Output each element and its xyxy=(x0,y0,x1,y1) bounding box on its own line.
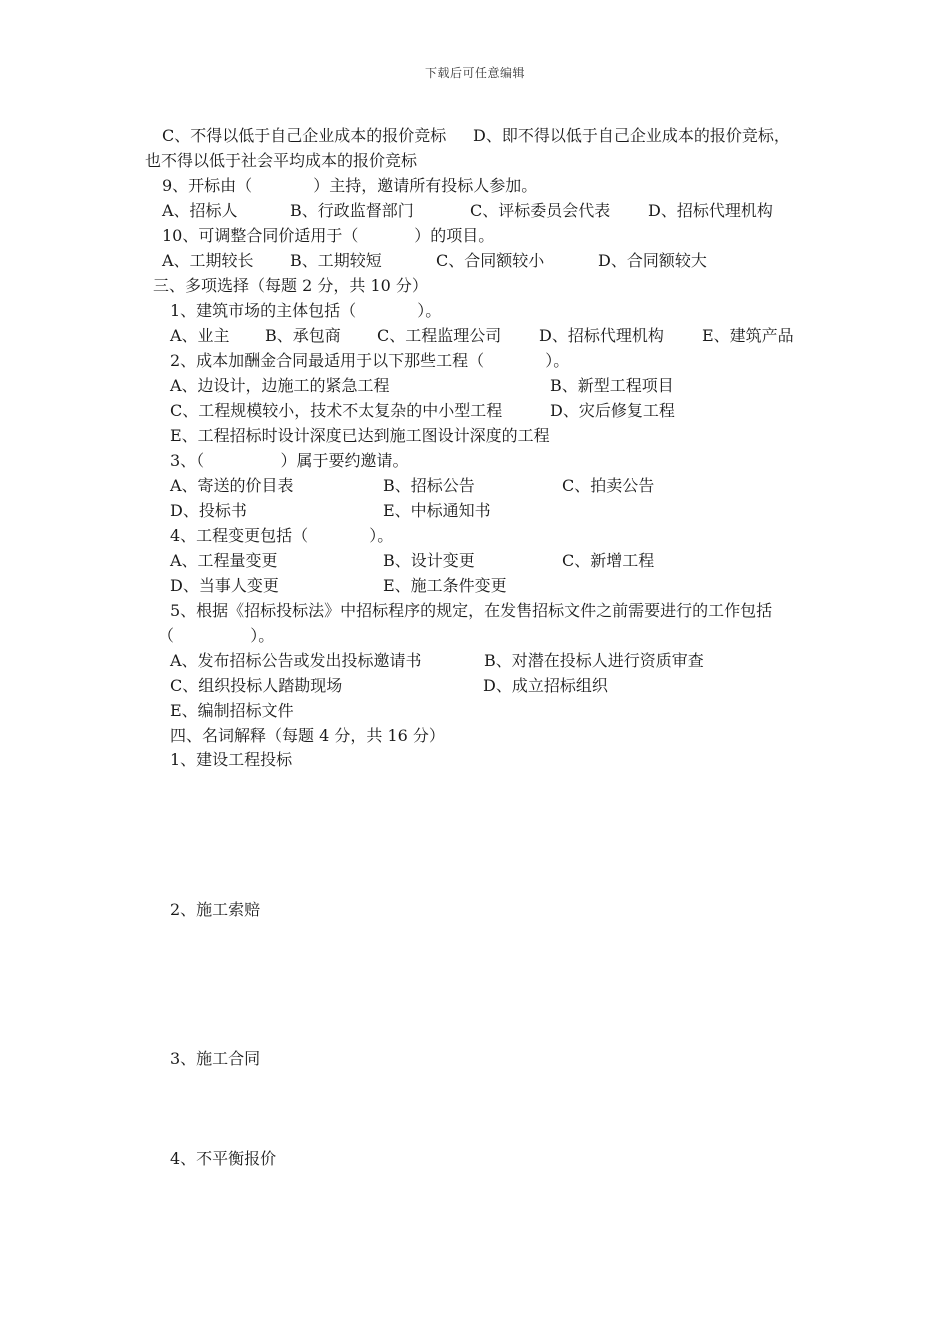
q9-option-d: D、招标代理机构 xyxy=(648,201,773,220)
s3-q5-text-line1: 5、根据《招标投标法》中招标程序的规定，在发售招标文件之前需要进行的工作包括 xyxy=(170,601,773,620)
s3-q2-option-e: E、工程招标时设计深度已达到施工图设计深度的工程 xyxy=(170,426,550,445)
s3-q3-text: 3、（ ）属于要约邀请。 xyxy=(170,451,409,470)
s3-q1-option-b: B、承包商 xyxy=(265,326,341,345)
section4-title: 四、名词解释（每题 4 分，共 16 分） xyxy=(170,726,445,745)
s4-term-2: 2、施工索赔 xyxy=(170,900,261,919)
s3-q4-option-b: B、设计变更 xyxy=(383,551,475,570)
q8-option-d-continued: 也不得以低于社会平均成本的报价竞标 xyxy=(145,151,418,170)
s3-q2-option-a: A、边设计，边施工的紧急工程 xyxy=(170,376,390,395)
s3-q2-option-c: C、工程规模较小，技术不太复杂的中小型工程 xyxy=(170,401,503,420)
s3-q2-option-b: B、新型工程项目 xyxy=(550,376,674,395)
s3-q5-option-b: B、对潜在投标人进行资质审查 xyxy=(484,651,704,670)
q10-option-d: D、合同额较大 xyxy=(598,251,707,270)
q8-option-d: D、即不得以低于自己企业成本的报价竞标， xyxy=(473,126,790,145)
s3-q4-option-a: A、工程量变更 xyxy=(170,551,278,570)
s3-q4-option-c: C、新增工程 xyxy=(562,551,655,570)
section3-title: 三、多项选择（每题 2 分，共 10 分） xyxy=(153,276,428,295)
s3-q4-option-e: E、施工条件变更 xyxy=(383,576,507,595)
s3-q1-option-e: E、建筑产品 xyxy=(702,326,794,345)
s3-q5-option-c: C、组织投标人踏勘现场 xyxy=(170,676,343,695)
s3-q5-option-e: E、编制招标文件 xyxy=(170,701,294,720)
s3-q3-option-c: C、拍卖公告 xyxy=(562,476,655,495)
s4-term-1: 1、建设工程投标 xyxy=(170,750,293,769)
q8-option-c: C、不得以低于自己企业成本的报价竞标 xyxy=(162,126,447,145)
s3-q4-text: 4、工程变更包括（ ）。 xyxy=(170,526,394,545)
s4-term-4: 4、不平衡报价 xyxy=(170,1149,277,1168)
s3-q3-option-a: A、寄送的价目表 xyxy=(170,476,294,495)
s3-q1-option-a: A、业主 xyxy=(170,326,230,345)
s3-q2-text: 2、成本加酬金合同最适用于以下那些工程（ ）。 xyxy=(170,351,570,370)
s3-q5-option-d: D、成立招标组织 xyxy=(483,676,608,695)
s3-q1-option-c: C、工程监理公司 xyxy=(377,326,502,345)
s3-q3-option-e: E、中标通知书 xyxy=(383,501,491,520)
s3-q1-text: 1、建筑市场的主体包括（ ）。 xyxy=(170,301,442,320)
s3-q2-option-d: D、灾后修复工程 xyxy=(550,401,675,420)
q10-option-a: A、工期较长 xyxy=(162,251,254,270)
q9-option-c: C、评标委员会代表 xyxy=(470,201,611,220)
s3-q5-option-a: A、发布招标公告或发出投标邀请书 xyxy=(170,651,422,670)
s3-q3-option-d: D、投标书 xyxy=(170,501,247,520)
q9-option-a: A、招标人 xyxy=(162,201,238,220)
page-header: 下载后可任意编辑 xyxy=(424,66,525,80)
s3-q5-text-line2: （ ）。 xyxy=(158,626,275,645)
q10-option-b: B、工期较短 xyxy=(290,251,382,270)
s3-q1-option-d: D、招标代理机构 xyxy=(539,326,664,345)
q10-option-c: C、合同额较小 xyxy=(436,251,545,270)
s3-q4-option-d: D、当事人变更 xyxy=(170,576,279,595)
s3-q3-option-b: B、招标公告 xyxy=(383,476,475,495)
q10-text: 10、可调整合同价适用于（ ）的项目。 xyxy=(162,226,495,245)
s4-term-3: 3、施工合同 xyxy=(170,1049,261,1068)
q9-option-b: B、行政监督部门 xyxy=(290,201,414,220)
q9-text: 9、开标由（ ）主持，邀请所有投标人参加。 xyxy=(162,176,538,195)
